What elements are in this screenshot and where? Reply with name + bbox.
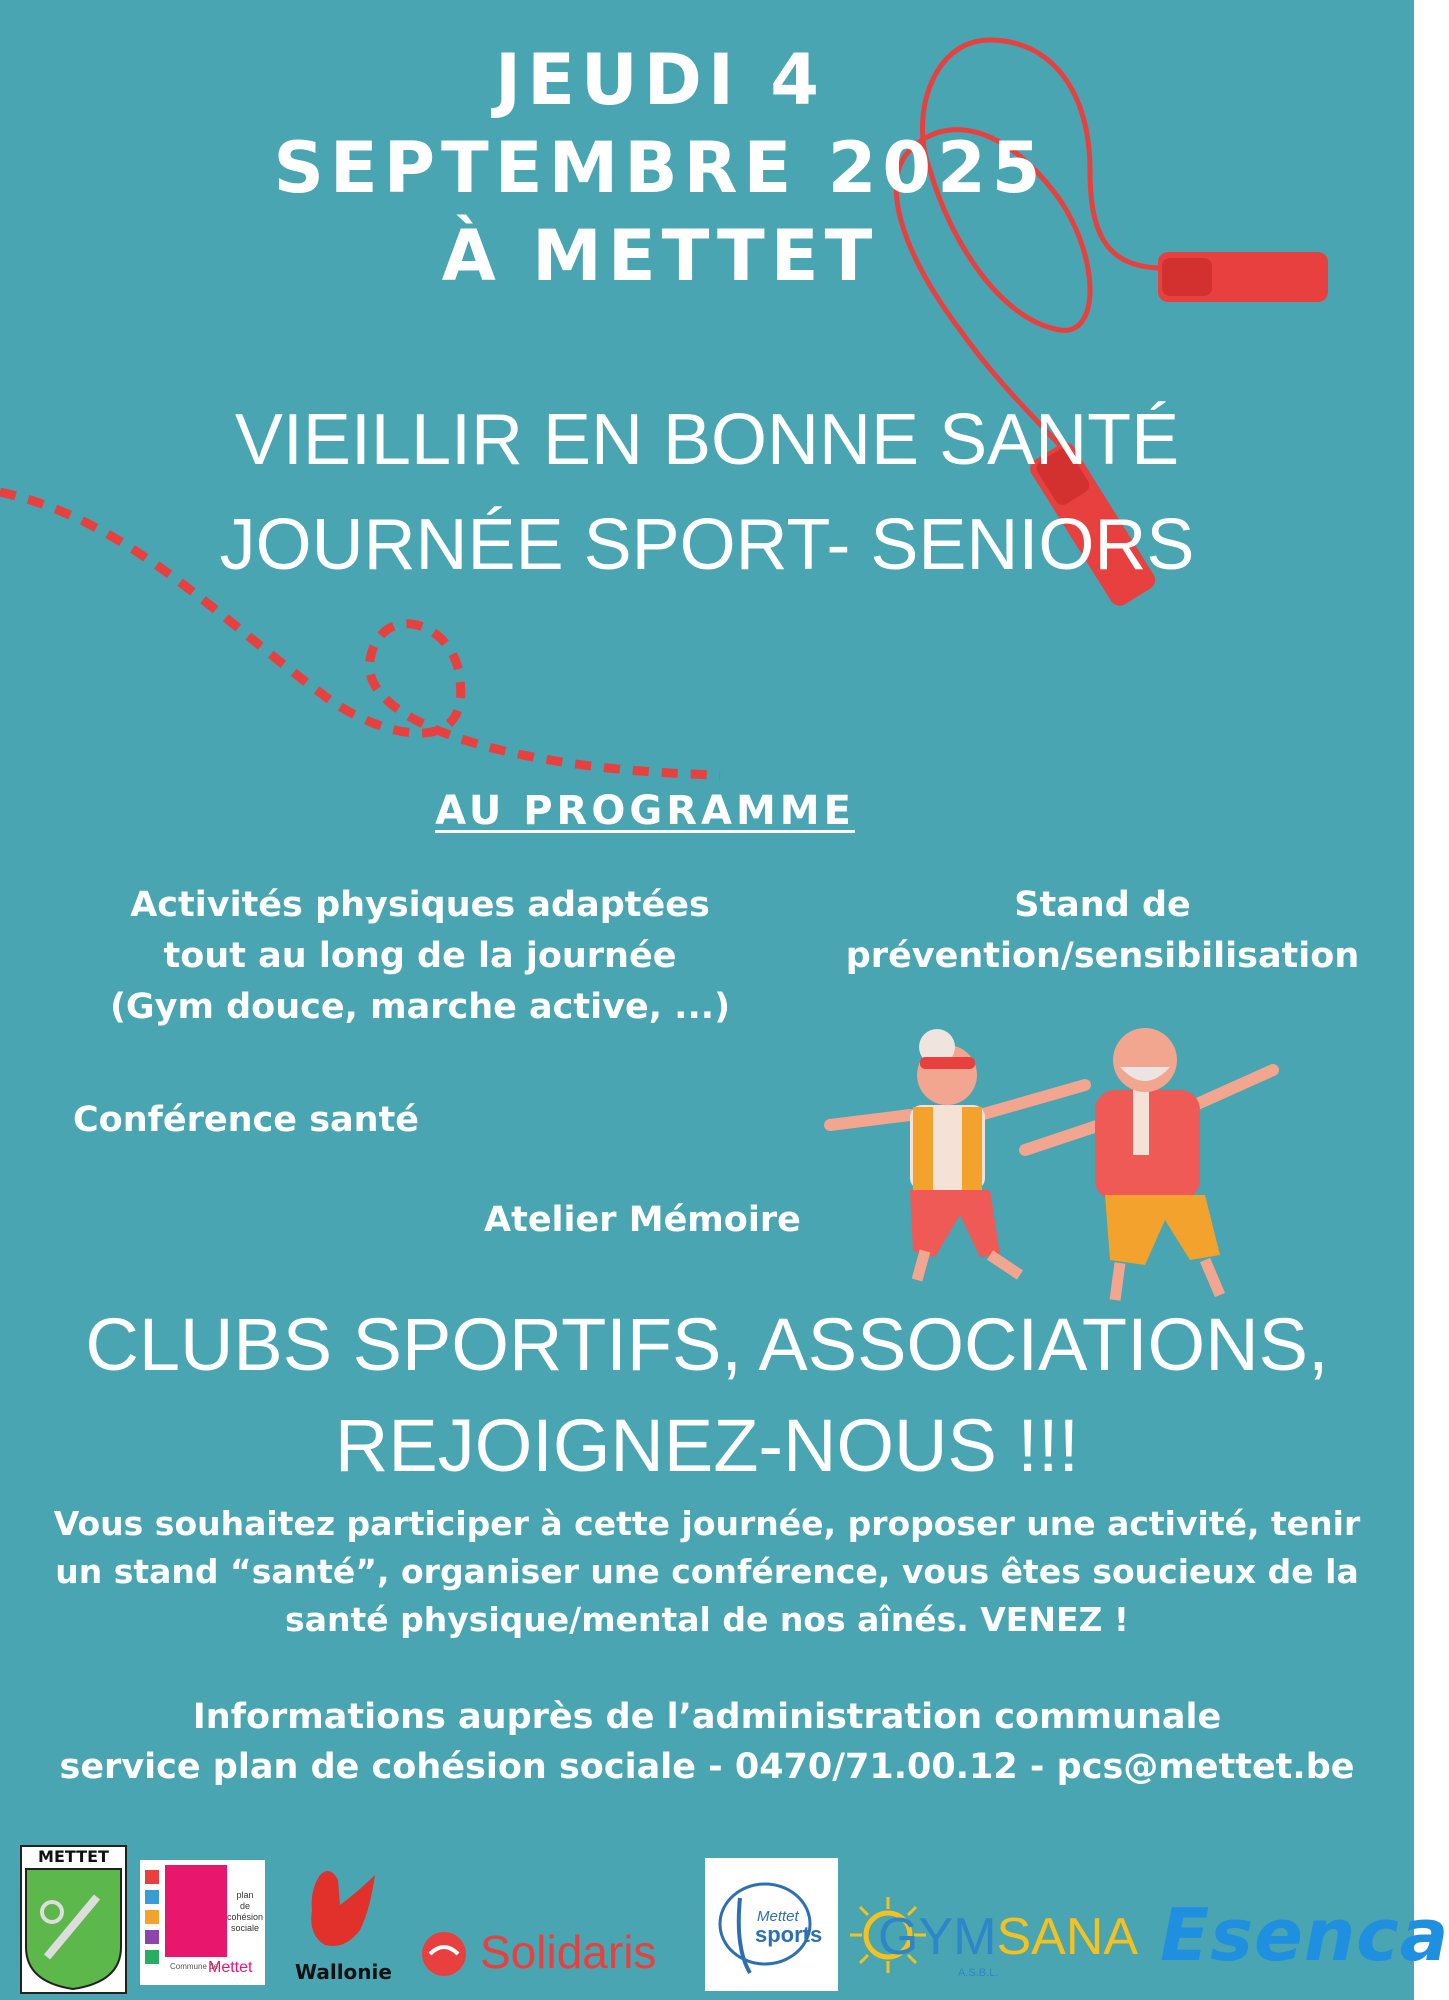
esenca-logo: Esenca (1160, 1893, 1449, 1977)
stand-line-2: prévention/sensibilisation (845, 936, 1360, 976)
rooster-icon (290, 1860, 390, 1960)
activities-line-1: Activités physiques adaptées (130, 885, 710, 925)
pcs-caption-3: cohésion (226, 1912, 264, 1922)
senior-man-figure (1025, 1028, 1273, 1300)
activities-line-3: (Gym douce, marche active, ...) (109, 987, 731, 1027)
date-line-month-year: SEPTEMBRE 2025 (273, 127, 1047, 209)
callout-line-2: REJOIGNEZ-NOUS !!! (334, 1404, 1080, 1487)
date-line-location: À METTET (441, 215, 879, 297)
pcs-caption-4: sociale (230, 1923, 259, 1933)
stand-line-1: Stand de (1014, 885, 1191, 925)
seniors-exercising-illustration (815, 1015, 1285, 1315)
title-line-2: JOURNÉE SPORT- SENIORS (219, 505, 1195, 585)
date-line-day: JEUDI 4 (495, 39, 825, 121)
program-heading: AU PROGRAMME (435, 788, 855, 834)
gymsana-wordmark (878, 1907, 1138, 1967)
invitation-line-2: un stand “santé”, organiser une conférence, vous êtes soucieux de la (55, 1552, 1359, 1591)
pcs-mettet: Mettet (208, 1959, 253, 1976)
pcs-caption-1: plan (236, 1890, 254, 1900)
mettet-sports-logo (705, 1858, 838, 1991)
activities-block (70, 880, 770, 1033)
mettet-crest-name: METTET (38, 1847, 109, 1866)
wallonie-text: Wallonie (295, 1960, 392, 1984)
senior-woman-figure (830, 1029, 1085, 1280)
pcs-caption-2: de (239, 1901, 250, 1911)
mettet-sports-text-2: sports (755, 1922, 823, 1947)
gymsana-gym: GYM (878, 1908, 997, 1966)
stand-block (815, 880, 1390, 982)
solidaris-ball-icon (420, 1930, 470, 1980)
contact-info (0, 1692, 1414, 1792)
mettet-sports-text-1: Mettet (757, 1908, 799, 1925)
mettet-crest-logo (20, 1845, 127, 1994)
solidaris-text: Solidaris (480, 1926, 657, 1978)
invitation-line-3: santé physique/mental de nos aînés. VENEZ ! (285, 1600, 1129, 1639)
invitation-text (0, 1500, 1414, 1644)
activities-line-2: tout au long de la journée (163, 936, 677, 976)
title-line-1: VIEILLIR EN BONNE SANTÉ (234, 400, 1180, 480)
pcs-commune: Commune de (170, 1962, 219, 1971)
pcs-caption (225, 1890, 265, 1934)
gymsana-sana: SANA (996, 1908, 1139, 1966)
wallonie-logo (290, 1860, 390, 1990)
mettet-shield-icon (22, 1867, 125, 1989)
contact-line-1: Informations auprès de l’administration communale (192, 1697, 1222, 1737)
pcs-logo (140, 1860, 265, 1985)
gymsana-logo (848, 1895, 1148, 1985)
callout-line-1: CLUBS SPORTIFS, ASSOCIATIONS, (85, 1303, 1329, 1386)
contact-line-2: service plan de cohésion sociale - 0470/71.00.12 - pcs@mettet.be (59, 1747, 1355, 1787)
memory-workshop-item: Atelier Mémoire (484, 1200, 801, 1240)
conference-item: Conférence santé (73, 1100, 420, 1140)
invitation-line-1: Vous souhaitez participer à cette journée, proposer une activité, tenir (53, 1504, 1361, 1543)
solidaris-logo (420, 1925, 700, 1980)
gymsana-asbl: A.S.B.L. (958, 1967, 999, 1979)
